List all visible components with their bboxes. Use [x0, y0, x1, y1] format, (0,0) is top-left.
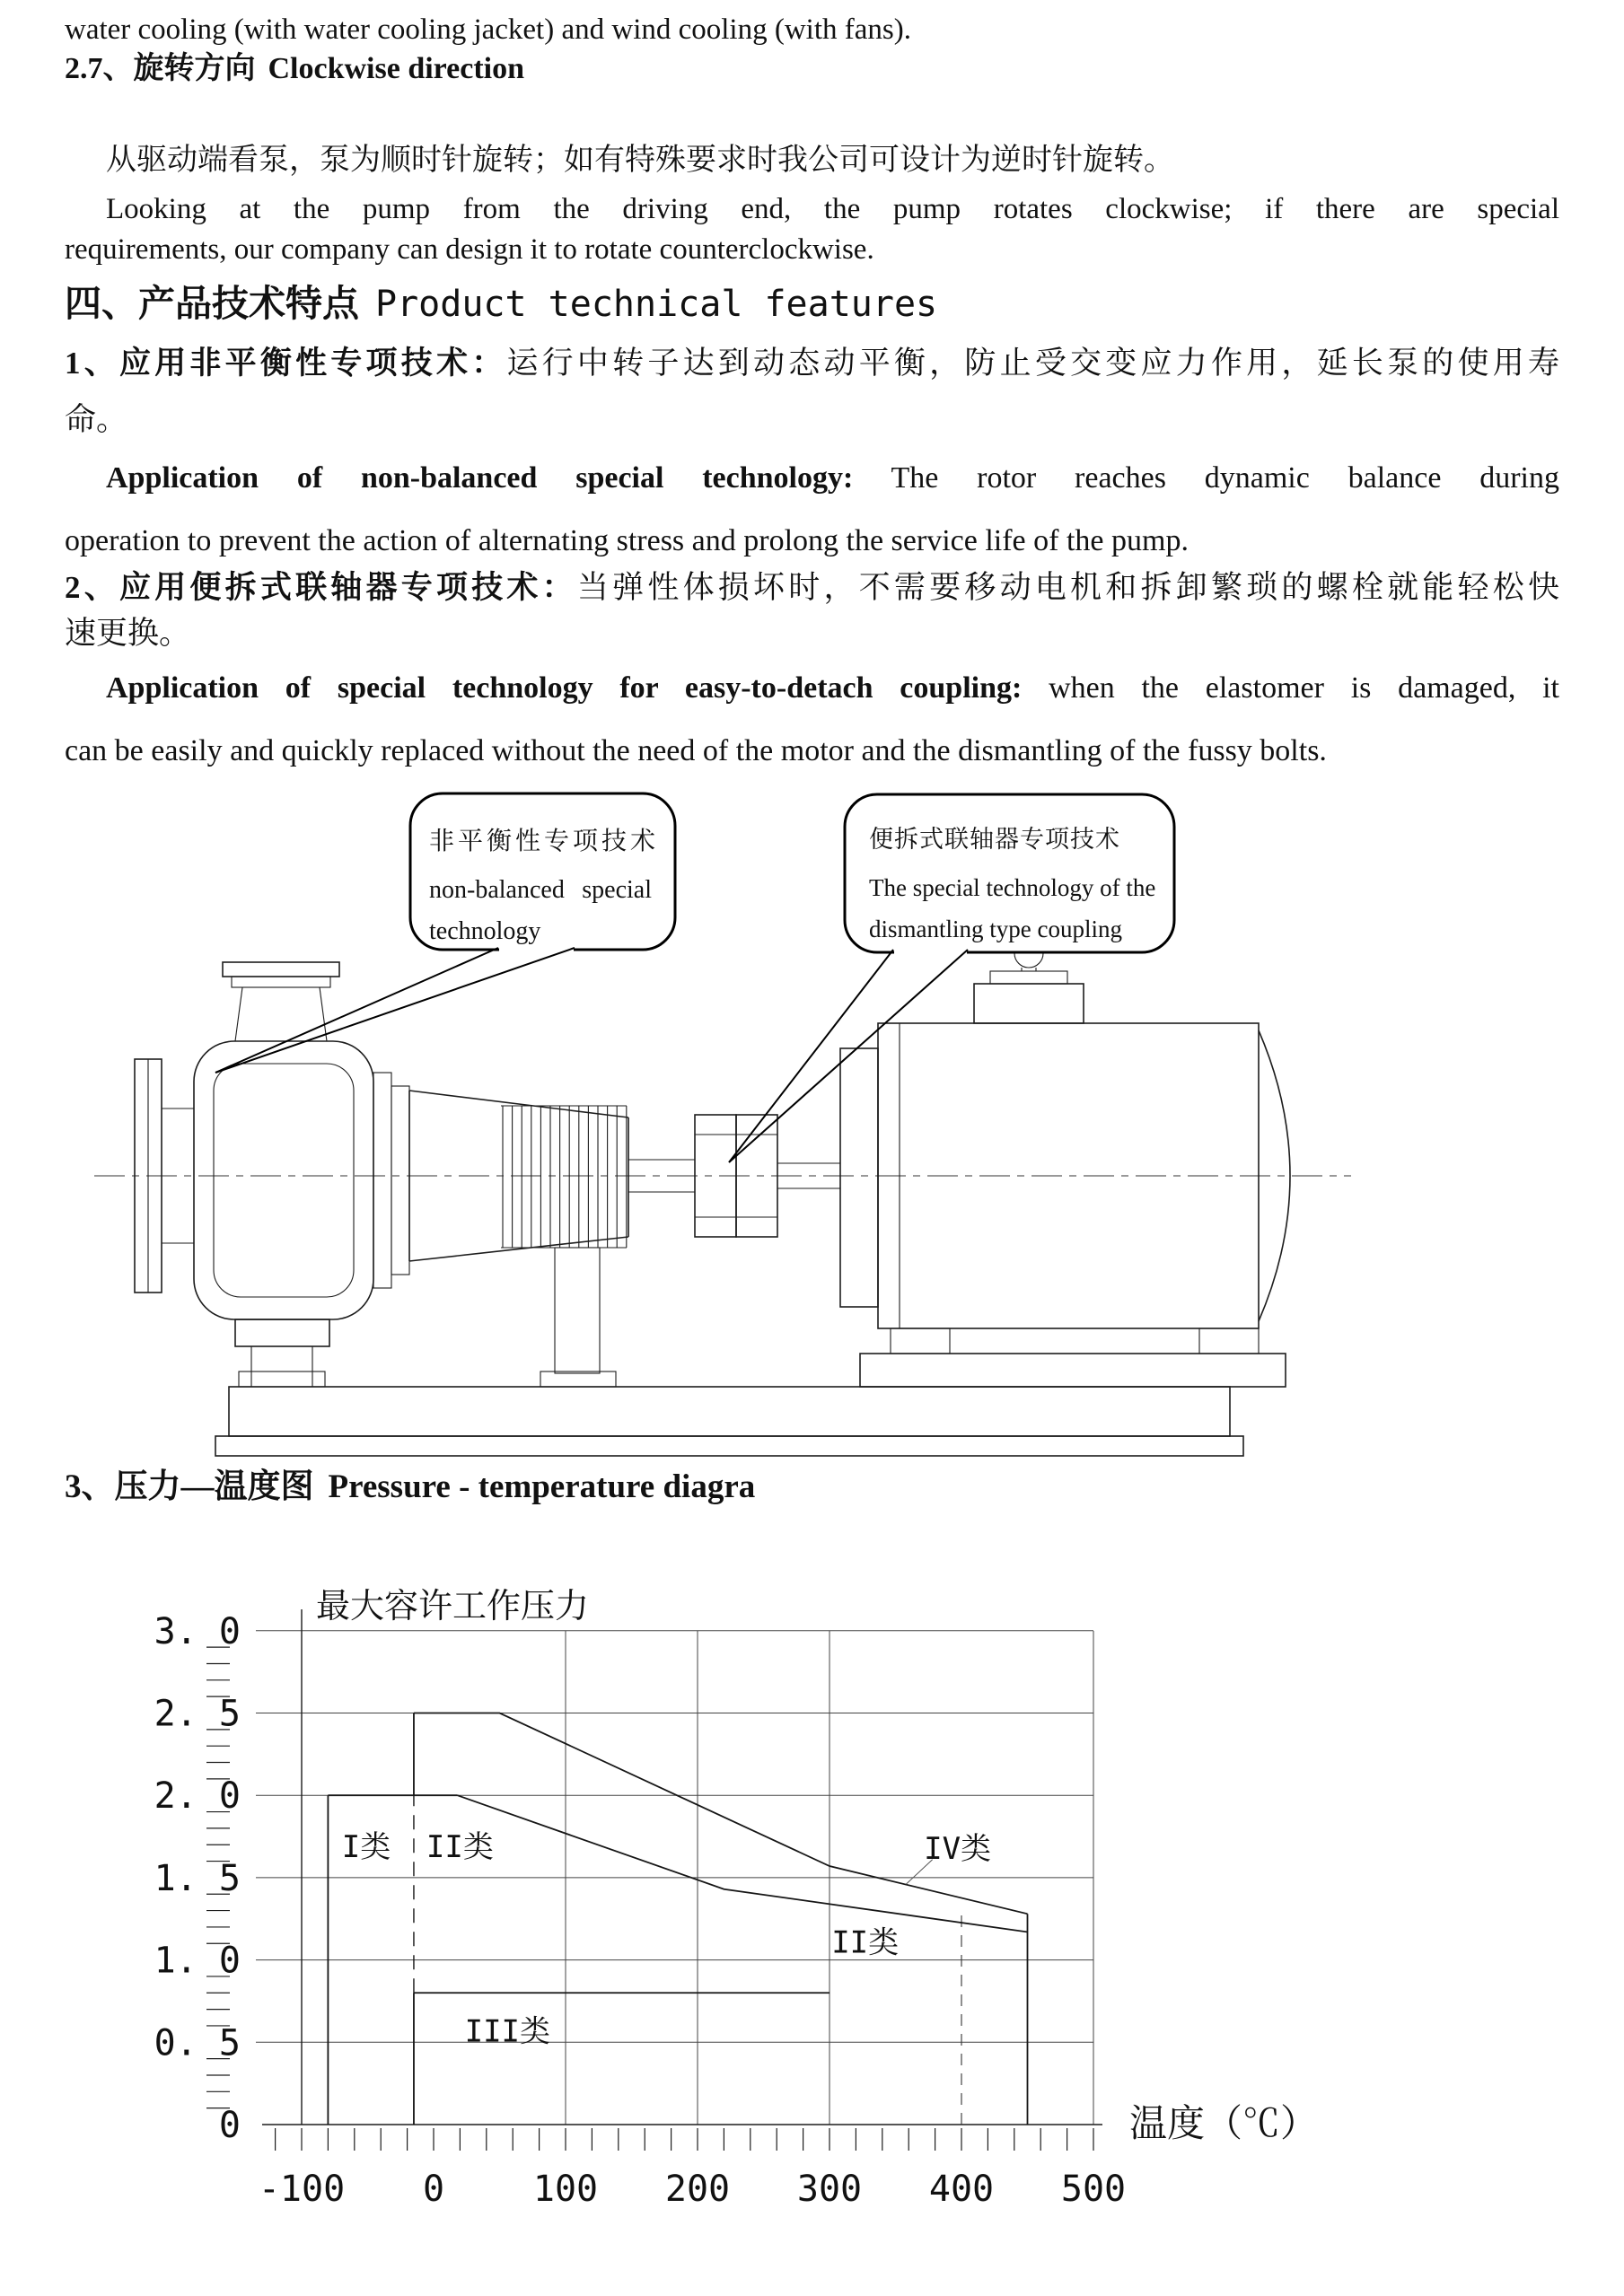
paragraph-rotation-en-2: requirements, our company can design it to rotate counterclockwise.: [65, 233, 874, 266]
x-tick-label: 200: [664, 2169, 731, 2210]
heading-section-3-en: Pressure - temperature diagra: [328, 1468, 756, 1505]
paragraph-cooling: water cooling (with water cooling jacket) and wind cooling (with fans).: [65, 13, 911, 46]
callout1-en-2: technology: [429, 917, 541, 945]
item-2-en-line-2: can be easily and quickly replaced without the need of the motor and the dismantling of the fussy bolts.: [65, 734, 1327, 767]
heading-2-7: [65, 50, 524, 89]
region-label: II类: [831, 1924, 900, 1961]
item-1-en-line-1: [106, 460, 1559, 498]
region-label: IV类: [924, 1830, 992, 1867]
x-axis-title: 温度（℃）: [1129, 2101, 1319, 2145]
x-tick-label: 100: [532, 2169, 599, 2210]
motor-terminal-box: [974, 984, 1084, 1023]
y-tick-label: 0: [218, 2105, 241, 2146]
chart-title: 最大容许工作压力: [316, 1586, 590, 1626]
x-tick-label: -100: [258, 2169, 346, 2210]
bearing-bracket: [409, 1091, 628, 1387]
callout1-en-right: special: [582, 876, 652, 904]
y-tick-label: 0. 5: [154, 2022, 241, 2064]
item-2-en-line-1: [106, 670, 1559, 708]
cooling-fins: [501, 1106, 627, 1248]
heading-section-3: [65, 1467, 755, 1508]
pump-discharge-flange: [223, 962, 339, 1041]
item-1-en-body: The rotor reaches dynamic balance during: [853, 461, 1559, 495]
callout2-zh: 便拆式联轴器专项技术: [869, 826, 1120, 853]
y-tick-label: 3. 0: [154, 1610, 241, 1652]
y-tick-label: 2. 0: [154, 1775, 241, 1818]
item-1-zh-line-1: [65, 344, 1559, 383]
item-2-en-lead: Application of special technology for easy-to-detach coupling:: [106, 671, 1023, 705]
item-1-zh-body: 运行中转子达到动态动平衡，防止受交变应力作用，延长泵的使用寿: [506, 346, 1559, 381]
heading-section-4: [65, 281, 937, 327]
item-2-zh-line-1: [65, 568, 1559, 608]
item-2-zh-line-2: 速更换。: [65, 616, 191, 651]
baseplate: [215, 1387, 1243, 1456]
motor-pedestal: [860, 1354, 1286, 1387]
callout2-en-1: The special technology of the: [869, 874, 1156, 901]
x-tick-label: 500: [1060, 2169, 1127, 2210]
pump-assembly-drawing: [0, 772, 1624, 1472]
paragraph-rotation-zh: 从驱动端看泵，泵为顺时针旋转；如有特殊要求时我公司可设计为逆时针旋转。: [106, 144, 1174, 177]
callout-non-balanced: [215, 793, 675, 1073]
y-tick-label: 1. 5: [154, 1857, 241, 1899]
heading-2-7-en: Clockwise direction: [268, 52, 525, 85]
heading-section-4-zh: 四、产品技术特点: [65, 283, 359, 324]
x-tick-label: 400: [928, 2169, 995, 2210]
pressure-temperature-chart: [0, 1526, 1624, 2296]
x-tick-label: 300: [796, 2169, 863, 2210]
heading-2-7-zh: 2.7、旋转方向: [65, 52, 256, 85]
x-tick-label: 0: [422, 2169, 445, 2210]
heading-section-3-zh: 3、压力—温度图: [65, 1468, 314, 1505]
y-tick-label: 1. 0: [154, 1940, 241, 1982]
callout2-en-2: dismantling type coupling: [869, 916, 1122, 942]
item-1-en-lead: Application of non-balanced special technology:: [106, 461, 854, 495]
motor: [840, 939, 1290, 1387]
item-1-zh-lead: 1、应用非平衡性专项技术：: [65, 346, 507, 381]
region-label: III类: [464, 2013, 551, 2050]
motor-foot-rear: [1199, 1328, 1259, 1354]
callout-detach-coupling: [729, 794, 1174, 1162]
heading-section-4-en: Product technical features: [375, 284, 938, 325]
motor-foot-front: [891, 1328, 950, 1354]
callout1-en-left: non-balanced: [429, 876, 565, 904]
casing-cover-rings: [373, 1073, 409, 1288]
pump-casing: [194, 1041, 373, 1387]
y-tick-label: 2. 5: [154, 1693, 241, 1735]
item-1-zh-line-2: 命。: [65, 402, 128, 437]
region-label: I类: [341, 1829, 391, 1866]
region-label: II类: [426, 1829, 494, 1866]
item-2-zh-body: 当弹性体损坏时，不需要移动电机和拆卸繁琐的螺栓就能轻松快: [576, 570, 1559, 605]
item-1-en-line-2: operation to prevent the action of alternating stress and prolong the service life of the pump.: [65, 524, 1189, 557]
boundary-class-IV-line: [414, 1713, 1028, 1915]
paragraph-rotation-en-1: Looking at the pump from the driving end, the pump rotates clockwise; if there are special: [106, 193, 1559, 225]
item-2-en-body: when the elastomer is damaged, it: [1022, 671, 1559, 705]
callout1-zh: 非平衡性专项技术: [429, 828, 660, 855]
item-2-zh-lead: 2、应用便拆式联轴器专项技术：: [65, 570, 577, 605]
